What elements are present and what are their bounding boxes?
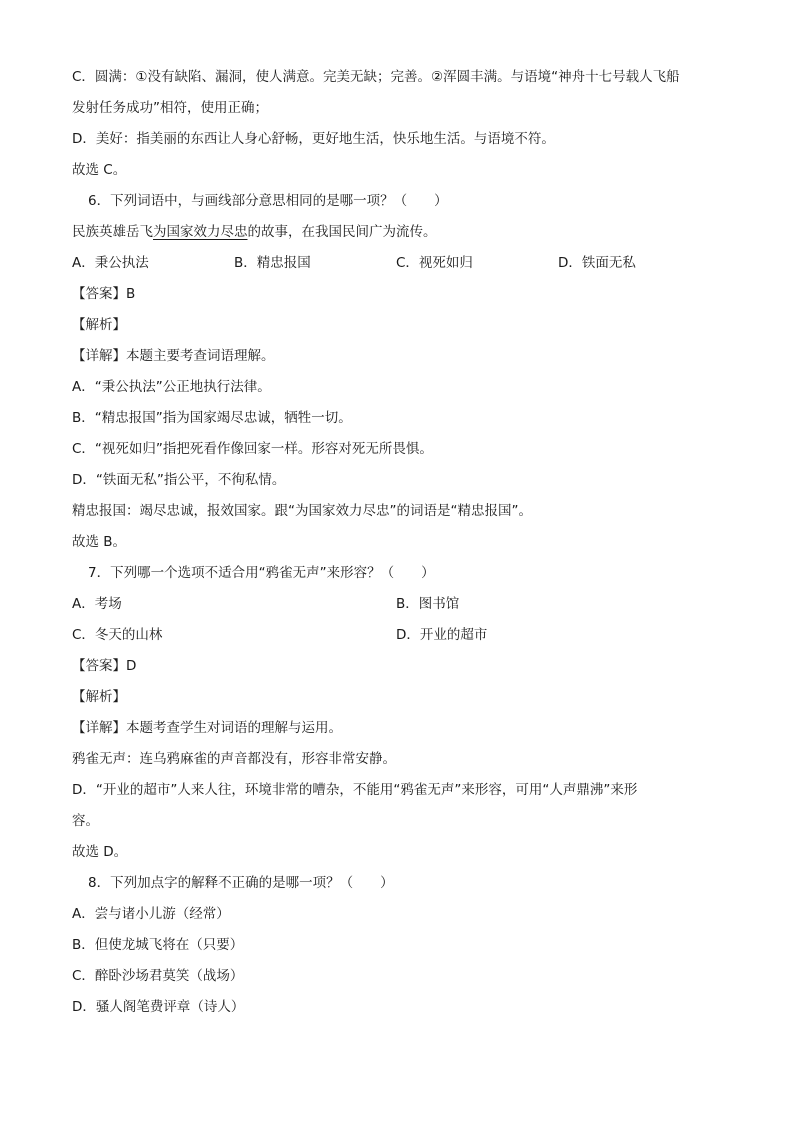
q5-conclusion: 故选 C。 (72, 162, 127, 178)
q6-explanation-a: A．“秉公执法”公正地执行法律。 (72, 379, 271, 395)
q7-detail (72, 713, 732, 744)
q6-answer-tag: 【答案】 (72, 286, 126, 302)
q6-explanation-d: D．“铁面无私”指公平，不徇私情。 (72, 472, 286, 488)
q6-sentence-before: 民族英雄岳飞 (72, 224, 153, 240)
q6-sentence-after: 的故事，在我国民间广为流传。 (247, 224, 437, 240)
document-page (72, 62, 732, 1023)
q6-summary: 精忠报国：竭尽忠诚，报效国家。跟“为国家效力尽忠”的词语是“精忠报国”。 (72, 503, 532, 519)
q7-detail-tag: 【详解】 (72, 720, 126, 736)
q6-underlined-phrase: 为国家效力尽忠 (153, 224, 248, 240)
q7-definition: 鸦雀无声：连乌鸦麻雀的声音都没有，形容非常安静。 (72, 751, 396, 767)
q7-option-a: A．考场 (72, 596, 122, 612)
q7-answer (72, 651, 732, 682)
q6-detail-tag: 【详解】 (72, 348, 126, 364)
q6-detail (72, 341, 732, 372)
q7-options-row1 (72, 589, 732, 620)
q7-option-b: B．图书馆 (396, 596, 460, 612)
q6-option-d: D．铁面无私 (558, 255, 636, 271)
q7-answer-value: D (126, 658, 137, 674)
q8-option-a: A．尝与诸小儿游（经常） (72, 906, 230, 922)
q6-detail-text: 本题主要考查词语理解。 (126, 348, 275, 364)
q6-answer (72, 279, 732, 310)
q7-answer-tag: 【答案】 (72, 658, 126, 674)
q5-option-c-explanation-line2: 发射任务成功”相符，使用正确； (72, 100, 268, 116)
q8-option-b: B．但使龙城飞将在（只要） (72, 937, 244, 953)
q6-option-c: C．视死如归 (396, 255, 473, 271)
q7-conclusion: 故选 D。 (72, 844, 128, 860)
q5-option-d-explanation: D．美好：指美丽的东西让人身心舒畅，更好地生活，快乐地生活。与语境不符。 (72, 131, 555, 147)
q7-stem: 7．下列哪一个选项不适合用“鸦雀无声”来形容？（ ） (88, 565, 435, 581)
q7-analysis-tag: 【解析】 (72, 689, 126, 705)
q8-option-d: D．骚人阁笔费评章（诗人） (72, 999, 245, 1015)
q7-option-c: C．冬天的山林 (72, 627, 163, 643)
q7-option-d: D．开业的超市 (396, 627, 488, 643)
q5-option-c-explanation-line1: C．圆满：①没有缺陷、漏洞，使人满意。完美无缺；完善。②浑圆丰满。与语境“神舟十七号载人飞船 (72, 69, 680, 85)
q8-stem: 8．下列加点字的解释不正确的是哪一项？（ ） (88, 875, 394, 891)
q6-option-a: A．秉公执法 (72, 255, 149, 271)
q6-explanation-c: C．“视死如归”指把死看作像回家一样。形容对死无所畏惧。 (72, 441, 433, 457)
q7-detail-text: 本题考查学生对词语的理解与运用。 (126, 720, 342, 736)
q6-explanation-b: B．“精忠报国”指为国家竭尽忠诚，牺牲一切。 (72, 410, 352, 426)
q6-options (72, 248, 732, 279)
q6-analysis-tag: 【解析】 (72, 317, 126, 333)
q6-conclusion: 故选 B。 (72, 534, 127, 550)
q8-option-c: C．醉卧沙场君莫笑（战场） (72, 968, 244, 984)
q6-option-b: B．精忠报国 (234, 255, 311, 271)
q7-options-row2 (72, 620, 732, 651)
q7-explanation-line1: D．“开业的超市”人来人往，环境非常的嘈杂，不能用“鸦雀无声”来形容，可用“人声鼎沸”来形 (72, 782, 638, 798)
q6-stem: 6．下列词语中，与画线部分意思相同的是哪一项？（ ） (88, 193, 448, 209)
q6-answer-value: B (126, 286, 136, 302)
q7-explanation-line2: 容。 (72, 813, 99, 829)
q6-sentence (72, 217, 732, 248)
